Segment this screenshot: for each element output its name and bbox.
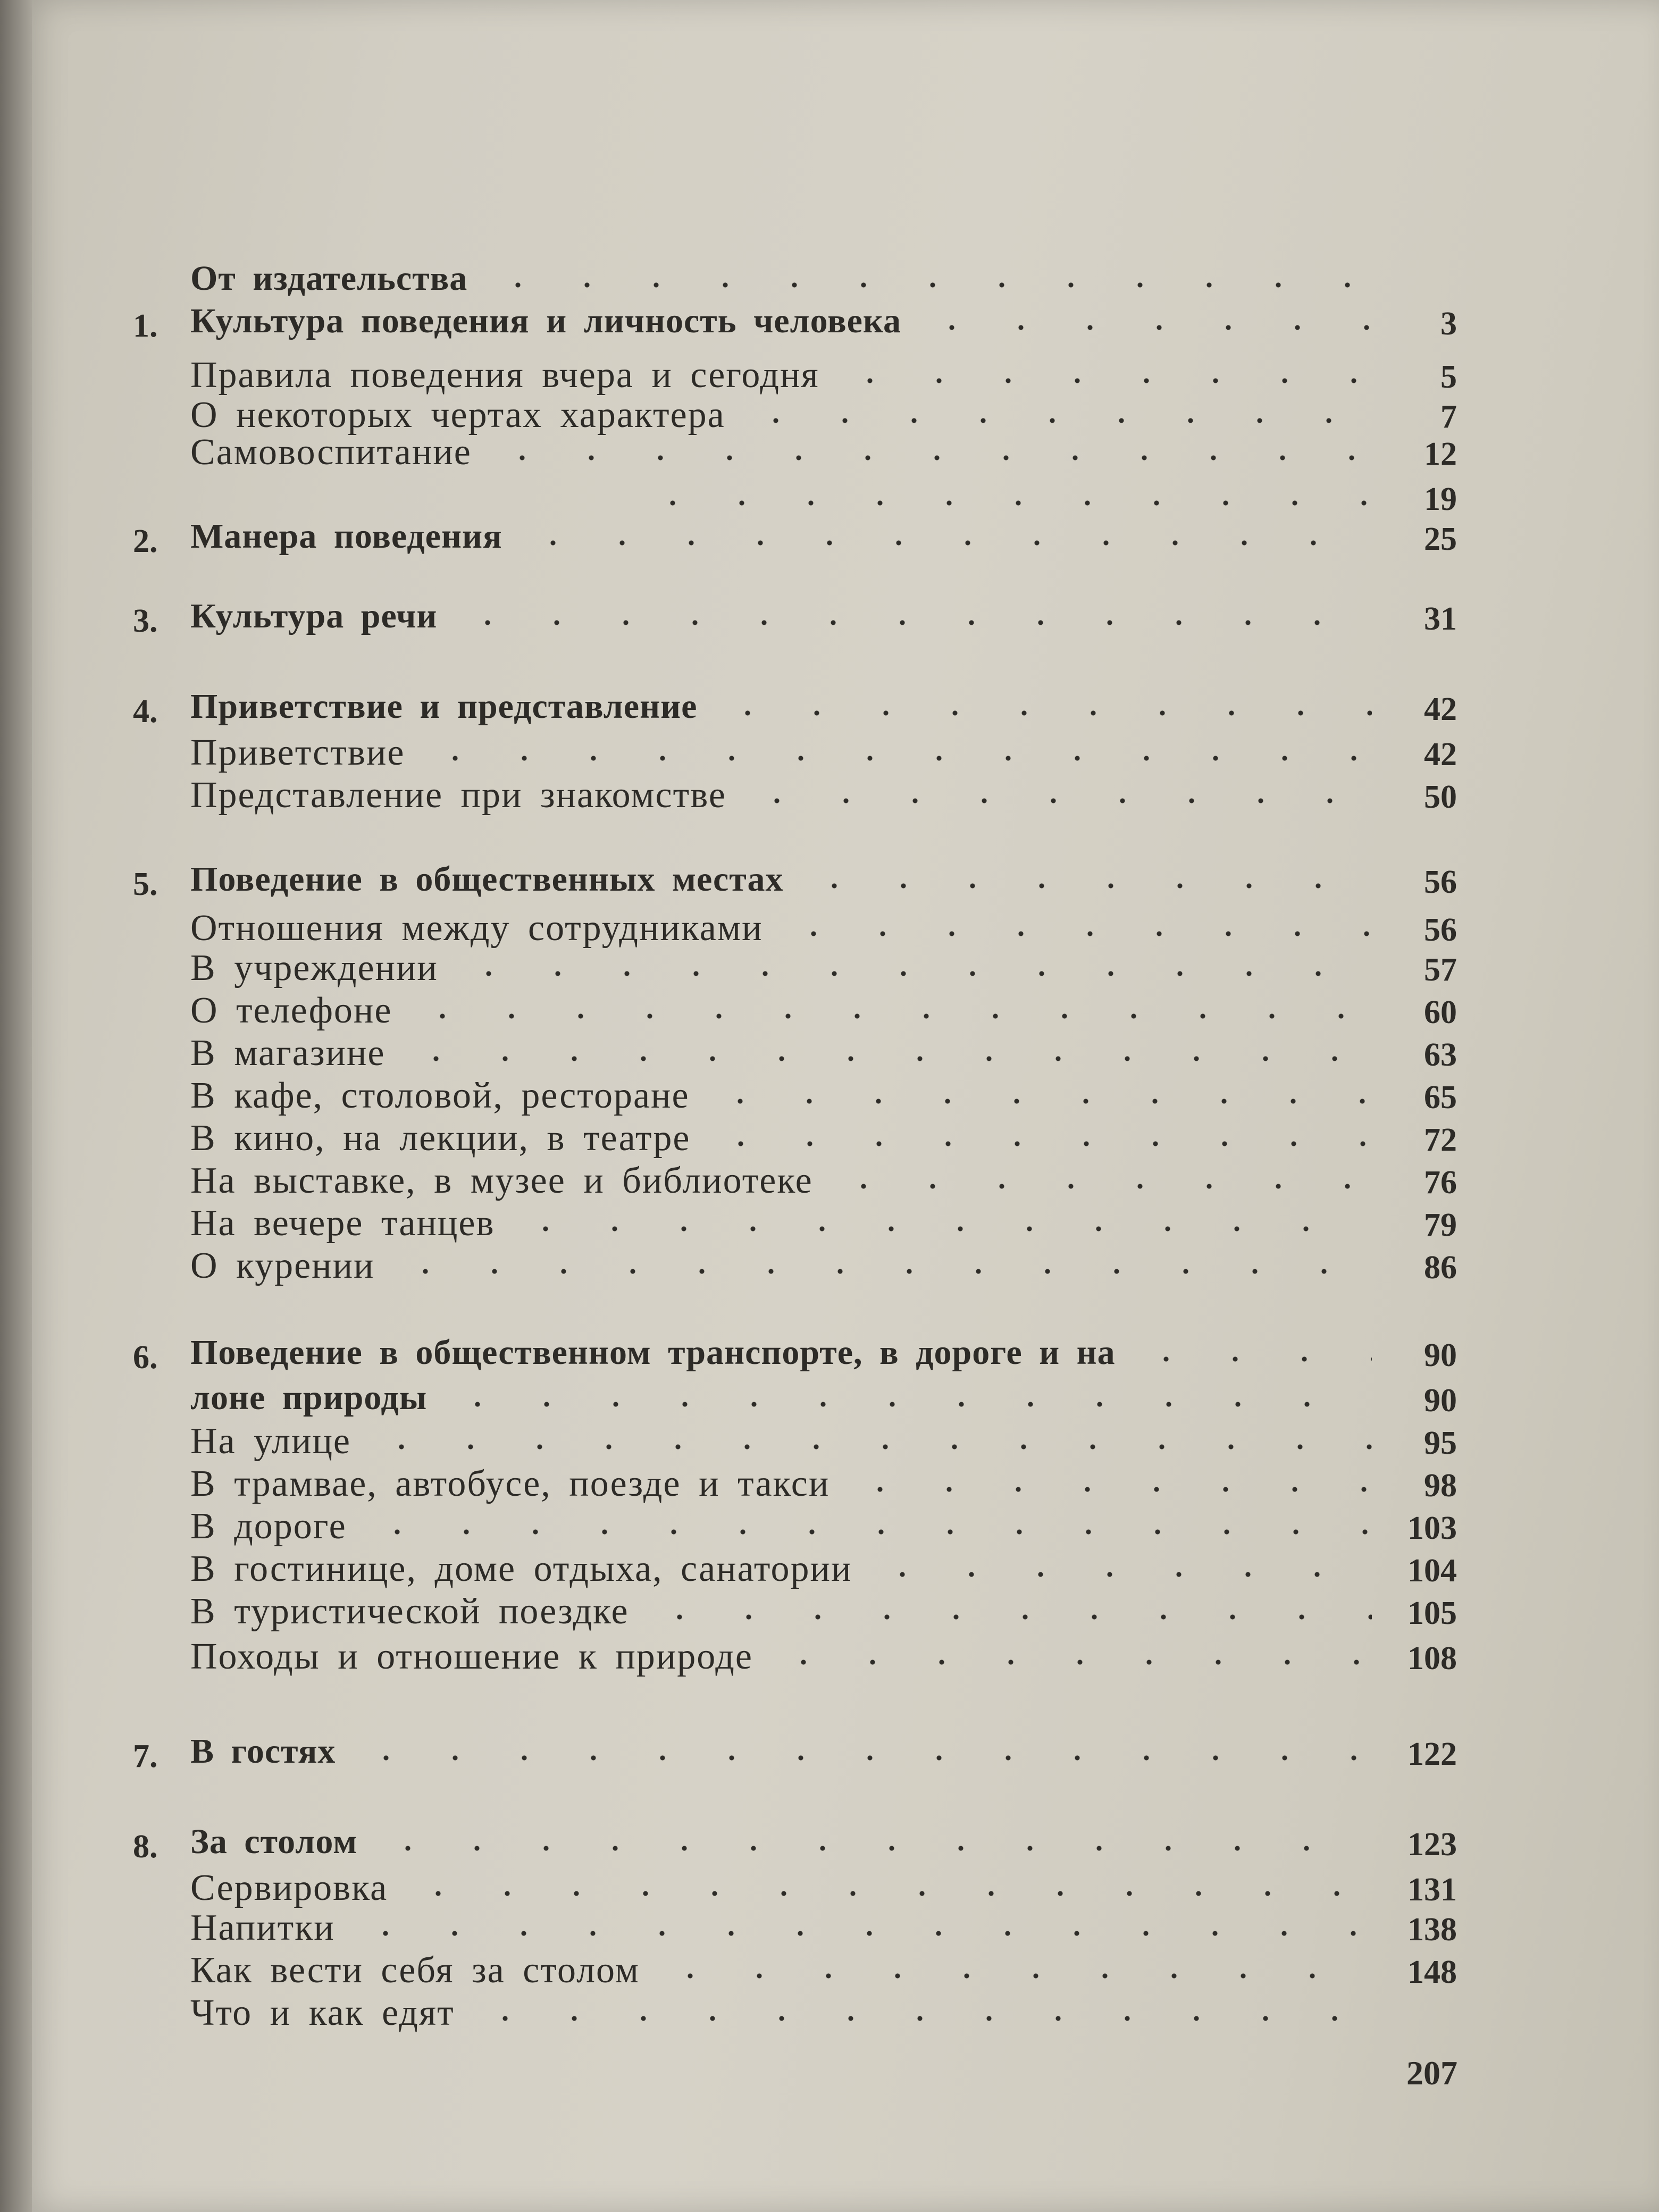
toc-row [0,1989,1659,2037]
toc-row [0,255,1659,303]
page-ref: 56 [1424,912,1457,948]
toc-row [0,1199,1659,1247]
chapter-title: Культура речи [190,597,438,635]
page-ref: 148 [1407,1954,1457,1990]
dot-leader [351,1755,1372,1761]
toc-row [0,1029,1659,1077]
section-title: О телефоне [190,990,392,1031]
page-ref: 103 [1407,1510,1457,1546]
page-ref: 95 [1424,1425,1457,1461]
chapter-number: 3. [133,603,158,639]
section-title: Напитки [190,1907,335,1948]
section-title: В кино, на лекции, в театре [190,1118,691,1159]
dot-leader [638,500,1372,506]
toc-row [0,513,1659,561]
toc-row [0,728,1659,776]
dot-leader [351,1930,1372,1937]
dot-leader [471,2015,1372,2022]
section-title: Как вести себя за столом [190,1950,640,1991]
toc-row [0,1375,1659,1422]
section-title: В гостинице, доме отдыха, санатории [190,1548,852,1589]
dot-leader [829,1183,1372,1189]
chapter-title: Манера поведения [190,517,502,556]
toc-row [0,1502,1659,1550]
section-title: На выставке, в музее и библиотеке [190,1160,813,1201]
dot-leader [845,1486,1372,1493]
page-ref: 138 [1407,1912,1457,1948]
section-title: Что и как едят [190,1992,455,2033]
toc-row [0,1545,1659,1593]
page-ref: 12 [1424,436,1457,472]
chapter-title: Поведение в общественном транспорте, в дороге и на [190,1333,1116,1372]
dot-leader [483,282,1372,288]
dot-leader [363,1529,1372,1535]
dot-leader [511,1226,1372,1232]
dot-leader [645,1614,1372,1620]
toc-row [0,1417,1659,1465]
dot-leader [706,1098,1372,1104]
chapter-number: 6. [133,1339,158,1376]
page-number: 207 [1406,2054,1457,2092]
dot-leader [373,1845,1372,1851]
toc-row [0,1632,1659,1680]
section-title: О некоторых чертах характера [190,395,725,435]
dot-leader [742,798,1372,804]
dot-leader [741,417,1372,424]
chapter-title: Приветствие и представление [190,687,698,726]
dot-leader [404,1890,1372,1897]
toc-row [0,1587,1659,1635]
page-ref: 31 [1424,601,1457,637]
dot-leader [488,455,1372,461]
page-ref: 90 [1424,1337,1457,1373]
toc-row [0,944,1659,992]
chapter-title: Культура поведения и личность человека [190,301,901,340]
section-title: Приветствие [190,732,405,773]
section-title: Самовоспитание [190,432,472,473]
section-title: Правила поведения вчера и сегодня [190,355,819,396]
page-ref: 72 [1424,1122,1457,1158]
chapter-number: 2. [133,523,158,559]
section-title: Сервировка [190,1867,388,1908]
page-ref: 123 [1407,1826,1457,1863]
section-title: В магазине [190,1033,386,1074]
dot-leader [917,324,1372,331]
dot-leader [401,1055,1372,1062]
dot-leader [800,883,1372,889]
section-title: В учреждении [190,948,438,988]
dot-leader [656,1973,1372,1979]
page-ref: 57 [1424,952,1457,988]
toc-row [0,1114,1659,1162]
toc-row [0,1329,1659,1377]
chapter-number: 4. [133,693,158,730]
toc-row [0,1242,1659,1289]
dot-leader [1132,1356,1372,1362]
dot-leader [706,1141,1372,1147]
page-ref: 25 [1424,521,1457,557]
toc-row [0,593,1659,641]
section-title: Представление при знакомстве [190,775,726,816]
dot-leader [443,1401,1372,1407]
chapter-title: За столом [190,1822,358,1861]
dot-leader [367,1444,1372,1450]
section-title: О курении [190,1245,375,1286]
page-ref: 7 [1440,399,1457,435]
toc-row [0,856,1659,904]
page-ref: 56 [1424,864,1457,900]
page-ref: 50 [1424,779,1457,815]
chapter-title: От издательства [190,259,468,298]
dot-leader [713,710,1372,716]
dot-leader [408,1013,1372,1019]
toc-row [0,986,1659,1034]
section-title: На вечере танцев [190,1203,495,1244]
section-title: В дороге [190,1506,347,1547]
dot-leader [518,540,1372,546]
toc-row [0,683,1659,731]
chapter-number: 8. [133,1829,158,1865]
toc-row [0,1460,1659,1507]
page-ref: 98 [1424,1468,1457,1504]
page-ref: 104 [1407,1553,1457,1589]
page-ref: 42 [1424,691,1457,727]
chapter-number: 5. [133,866,158,902]
chapter-number: 7. [133,1738,158,1774]
page-ref: 131 [1407,1872,1457,1908]
dot-leader [779,931,1372,937]
toc-row [0,1904,1659,1951]
toc-row [0,1071,1659,1119]
page-ref: 3 [1440,306,1457,342]
section-title: В туристической поездке [190,1591,629,1632]
page-ref: 105 [1407,1595,1457,1631]
dot-leader [868,1571,1372,1578]
page-ref: 122 [1407,1736,1457,1772]
toc-row [0,298,1659,346]
chapter-title: Поведение в общественных местах [190,860,784,899]
page-ref: 60 [1424,994,1457,1030]
page-ref: 79 [1424,1207,1457,1243]
page-ref: 86 [1424,1250,1457,1286]
section-title: Походы и отношение к природе [190,1636,753,1677]
chapter-title: В гостях [190,1732,336,1771]
dot-leader [421,755,1372,761]
toc-row [0,1728,1659,1776]
page-ref: 76 [1424,1164,1457,1201]
chapter-title: лоне природы [190,1378,428,1417]
chapter-number: 1. [133,308,158,344]
section-title: В трамвае, автобусе, поезде и такси [190,1463,830,1504]
page-ref: 90 [1424,1382,1457,1419]
section-title: На улице [190,1421,351,1462]
dot-leader [454,970,1372,977]
toc-row [0,1819,1659,1866]
toc-row [0,771,1659,819]
page-ref: 19 [1424,481,1457,517]
dot-leader [835,378,1372,384]
toc-row [0,1946,1659,1994]
toc-row [0,428,1659,476]
dot-leader [391,1268,1372,1275]
section-title: В кафе, столовой, ресторане [190,1075,690,1116]
toc-row [0,1157,1659,1204]
page-ref: 65 [1424,1079,1457,1116]
page-ref: 108 [1407,1640,1457,1677]
section-title: Отношения между сотрудниками [190,908,763,949]
dot-leader [453,619,1372,626]
page-ref: 63 [1424,1037,1457,1073]
page-ref: 5 [1440,359,1457,395]
dot-leader [769,1659,1372,1665]
page-ref: 42 [1424,736,1457,773]
